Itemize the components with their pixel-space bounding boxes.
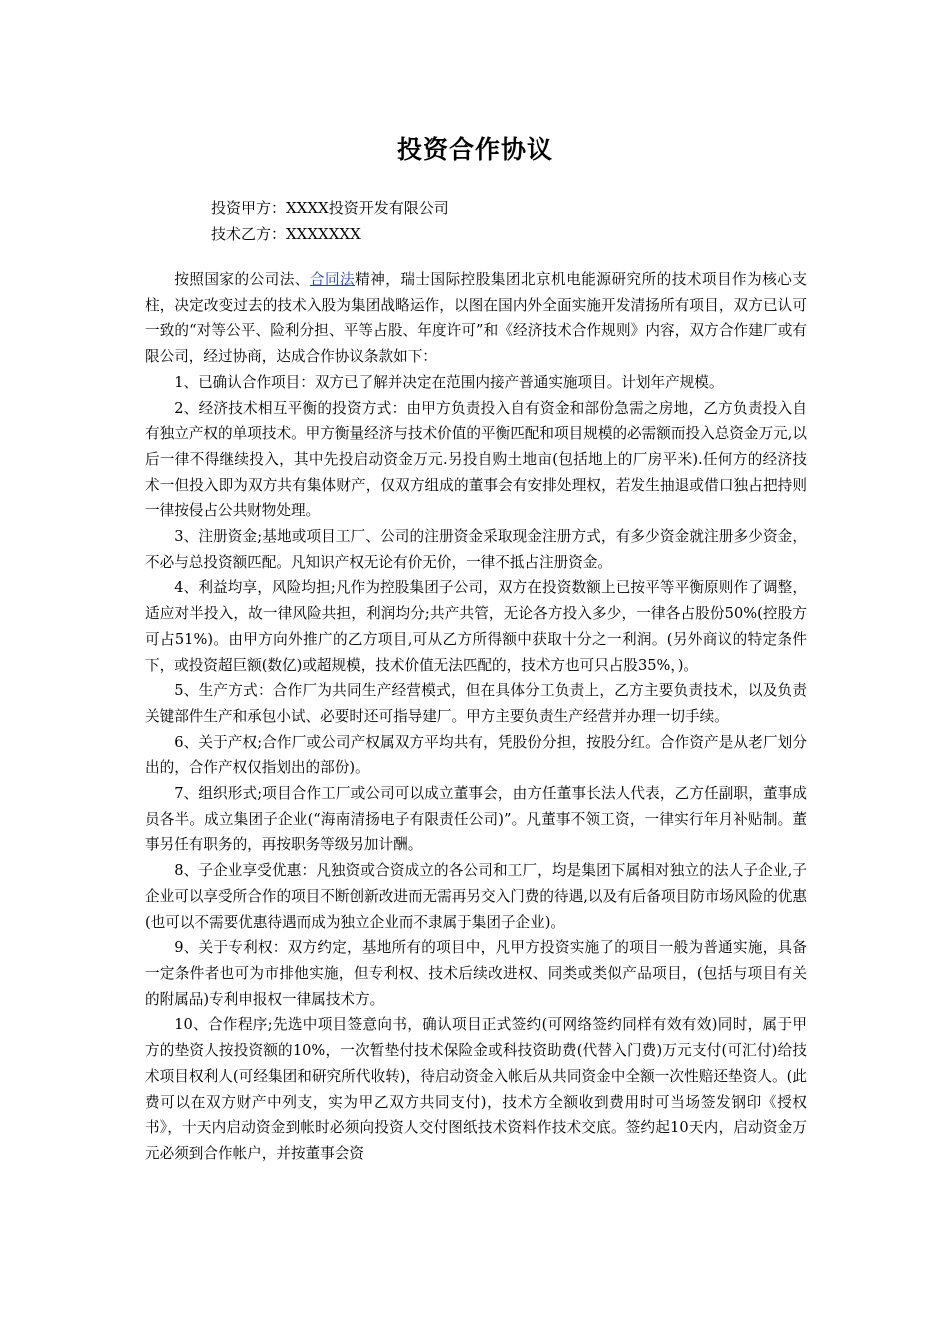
clause-4: 4、利益均享，风险均担;凡作为控股集团子公司，双方在投资数额上已按平等平衡原则作了调整，适应对半投入，故一律风险共担，利润均分;共产共管，无论各方投入多少，一律各占股份50%(控股方可占51%)。由甲方向外推广的乙方项目,可从乙方所得额中获取十分之一利润。(另外商议的特定条件下，或投资超巨额(数亿)或超规模，技术价值无法匹配的，技术方也可只占股35%，)。 bbox=[145, 579, 807, 674]
document-title: 投资合作协议 bbox=[396, 135, 553, 164]
clause-5: 5、生产方式：合作厂为共同生产经营模式，但在具体分工负责上，乙方主要负责技术，以及负责关键部件生产和承包小试、必要时还可指导建厂。甲方主要负责生产经营并办理一切手续。 bbox=[145, 682, 807, 725]
intro-paragraph bbox=[145, 267, 807, 370]
intro-text-start: 按照国家的公司法、 bbox=[174, 271, 310, 288]
clause-10: 10、合作程序;先选中项目签意向书，确认项目正式签约(可网络签约同样有效有效)同时，属于甲方的垫资人按投资额的10%，一次暂垫付技术保险金或科技资助费(代替入门费)万元支付(可汇付)给技术项目权利人(可经集团和研究所代收转)，待启动资金入帐后从共同资金中全额一次性赔还垫资人。(此费可以在双方财产中列支，实为甲乙双方共同支付)，技术方全额收到费用时可当场签发钢印《授权书》，十天内启动资金到帐时必须向投资人交付图纸技术资料作技术交底。签约起10天内，启动资金万元必须到合作帐户，并按董事会资 bbox=[145, 1016, 807, 1162]
clause-1: 1、已确认合作项目：双方已了解并决定在范围内接产普通实施项目。计划年产规模。 bbox=[174, 373, 724, 391]
agreement-body bbox=[145, 267, 807, 1167]
clause-9: 9、关于专利权：双方约定，基地所有的项目中，凡甲方投资实施了的项目一般为普通实施，具备一定条件者也可为市排他实施，但专利权、技术后续改进权、同类或类似产品项目，(包括与项目有关的附属品)专利申报权一律属技术方。 bbox=[145, 939, 807, 1008]
party-b-line: 技术乙方：XXXXXXX bbox=[211, 225, 361, 243]
intro-text-end: 精神，瑞士国际控股集团北京机电能源研究所的技术项目作为核心支柱，决定改变过去的技术入股为集团战略运作，以图在国内外全面实施开发清扬所有项目，双方已认可一致的“对等公平、险利分担、平等占股、年度许可”和《经济技术合作规则》内容，双方合作建厂或有限公司，经过协商，达成合作协议条款如下： bbox=[145, 271, 807, 366]
contract-law-link[interactable]: 合同法 bbox=[309, 271, 356, 288]
clause-8: 8、子企业享受优惠：凡独资或合资成立的各公司和工厂，均是集团下属相对独立的法人子企业,子企业可以享受所合作的项目不断创新改进而无需再另交入门费的待遇,以及有后备项目防市场风险的优惠(也可以不需要优惠待遇而成为独立企业而不隶属于集团子企业)。 bbox=[145, 862, 807, 931]
party-a-line: 投资甲方：XXXX投资开发有限公司 bbox=[211, 199, 449, 217]
clause-7: 7、组织形式;项目合作工厂或公司可以成立董事会，由方任董事长法人代表，乙方任副职，董事成员各半。成立集团子企业(“海南清扬电子有限责任公司)”。凡董事不领工资，一律实行年月补贴制。董事另任有职务的，再按职务等级另加计酬。 bbox=[145, 785, 807, 854]
clause-2: 2、经济技术相互平衡的投资方式：由甲方负责投入自有资金和部份急需之房地，乙方负责投入自有独立产权的单项技术。甲方衡量经济与技术价值的平衡匹配和项目规模的必需额而投入总资金万元,以后一律不得继续投入，其中先投启动资金万元.另投自购土地亩(包括地上的厂房平米).任何方的经济技术一但投入即为双方共有集体财产，仅双方组成的董事会有安排处理权，若发生抽退或借口独占把持则一律按侵占公共财物处理。 bbox=[145, 399, 807, 520]
clause-3: 3、注册资金;基地或项目工厂、公司的注册资金采取现金注册方式，有多少资金就注册多少资金，不必与总投资额匹配。凡知识产权无论有价无价，一律不抵占注册资金。 bbox=[145, 528, 807, 571]
clause-6: 6、关于产权;合作厂或公司产权属双方平均共有，凭股份分担，按股分红。合作资产是从老厂划分出的，合作产权仅指划出的部份)。 bbox=[145, 733, 807, 777]
